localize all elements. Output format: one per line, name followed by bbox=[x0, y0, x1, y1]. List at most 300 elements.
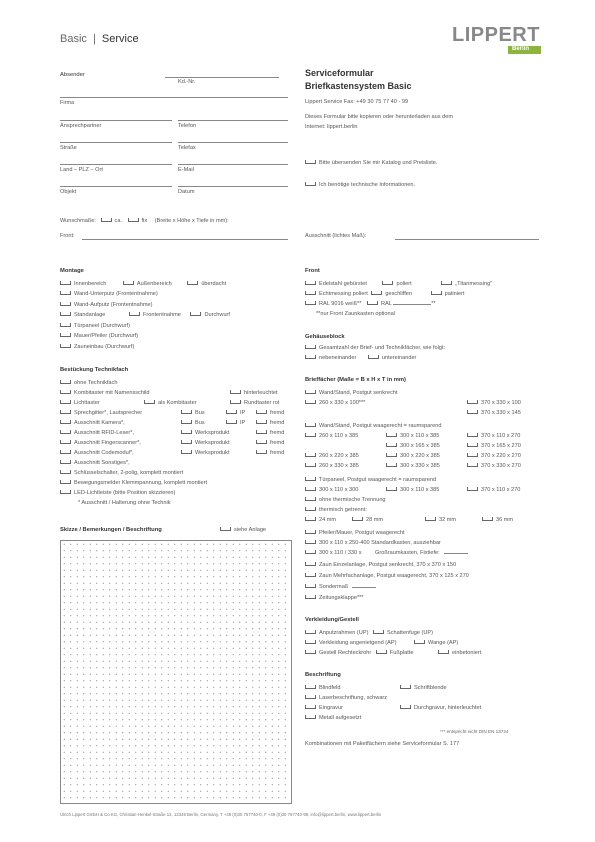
fix-checkbox[interactable] bbox=[128, 218, 139, 222]
label-wunschmasse: Wunschmaße: bbox=[60, 218, 96, 224]
front-item: Edelstahl gebürstet bbox=[319, 281, 367, 287]
kdnr-field[interactable] bbox=[165, 77, 279, 78]
tech-row bbox=[60, 460, 130, 466]
checkbox[interactable] bbox=[60, 430, 71, 434]
brieffach-item: 28 mm bbox=[366, 517, 384, 523]
checkbox[interactable] bbox=[305, 301, 316, 305]
tech-item: Rundtaster rot bbox=[244, 400, 280, 406]
ausschnitt-field[interactable] bbox=[395, 239, 539, 240]
checkbox[interactable] bbox=[60, 281, 71, 285]
checkbox[interactable] bbox=[60, 410, 71, 414]
front-row bbox=[305, 291, 465, 297]
checkbox[interactable] bbox=[305, 355, 316, 359]
gehaeuse-item: Gesamtzahl der Brief- und Technikfächer, wie folgt: bbox=[319, 345, 446, 351]
brieffach-item: 300 x 110 / 330 x bbox=[319, 550, 362, 556]
tech-row bbox=[230, 400, 279, 406]
info-line-1: Dieses Formular bitte kopieren oder herunterladen aus dem bbox=[305, 114, 454, 120]
verk-item: Gestell Rechteckrohr bbox=[319, 650, 372, 656]
checkbox[interactable] bbox=[305, 497, 316, 501]
montage-row bbox=[60, 344, 134, 350]
checkbox[interactable] bbox=[305, 291, 316, 295]
checkbox[interactable] bbox=[305, 477, 316, 481]
checkbox[interactable] bbox=[181, 450, 192, 454]
checkbox[interactable] bbox=[305, 453, 316, 457]
checkbox[interactable] bbox=[60, 490, 71, 494]
brieffach-item: 300 x 110 x 385 bbox=[400, 433, 440, 439]
checkbox[interactable] bbox=[60, 460, 71, 464]
form-title-1: Serviceformular bbox=[305, 68, 374, 78]
brieffach-item: 370 x 110 x 270 bbox=[481, 487, 521, 493]
label-kdnr: Kd.-Nr. bbox=[178, 79, 196, 85]
tech-item: Sprechgitter*, Lautsprecher bbox=[74, 410, 143, 416]
sketch-grid[interactable] bbox=[60, 540, 292, 804]
tech-row bbox=[181, 450, 229, 456]
header-service: Service bbox=[101, 33, 139, 45]
tech-row bbox=[230, 390, 278, 396]
brieffach-item: Wand/Stand, Postgut waagerecht = raumsparend bbox=[319, 423, 442, 429]
form-title-2: Briefkastensystem Basic bbox=[305, 81, 412, 91]
objekt-field[interactable] bbox=[60, 186, 172, 187]
tech-item: Werksprodukt bbox=[195, 430, 230, 436]
brieffach-row bbox=[305, 497, 386, 503]
checkbox[interactable] bbox=[226, 420, 237, 424]
checkbox[interactable] bbox=[181, 440, 192, 444]
montage-item: Zauneinbau (Durchwurf) bbox=[74, 344, 135, 350]
tech-item: Werksprodukt bbox=[195, 450, 230, 456]
verk-row bbox=[305, 640, 458, 646]
label-datum: Datum bbox=[178, 189, 195, 195]
checkbox[interactable] bbox=[60, 390, 71, 394]
besch-row bbox=[305, 695, 387, 701]
anlage-label: siehe Anlage bbox=[234, 527, 267, 533]
brieffach-row bbox=[305, 540, 441, 546]
label-ca: ca. bbox=[114, 218, 122, 224]
tech-item: fremd bbox=[270, 430, 285, 436]
brieffach-row bbox=[305, 463, 359, 469]
strasse-field[interactable] bbox=[60, 142, 172, 143]
label-ausschnitt: Ausschnitt (lichtes Maß): bbox=[305, 233, 367, 239]
tech-item: Ausschnitt Codemodul*, bbox=[74, 450, 134, 456]
brieffach-item: Wand/Stand, Postgut senkrecht bbox=[319, 390, 398, 396]
brieffach-row bbox=[305, 507, 367, 513]
besch-item: Eingravur bbox=[319, 705, 343, 711]
brieffach-item: 370 x 220 x 270 bbox=[481, 453, 521, 459]
verk-item: Fußplatte bbox=[389, 650, 414, 656]
input-line[interactable] bbox=[352, 587, 376, 588]
checkbox[interactable] bbox=[305, 640, 316, 644]
tech-row bbox=[60, 470, 183, 476]
input-line[interactable] bbox=[444, 553, 468, 554]
telefax-field[interactable] bbox=[178, 142, 288, 143]
checkbox[interactable] bbox=[386, 487, 397, 491]
checkbox[interactable] bbox=[305, 423, 316, 427]
ca-checkbox[interactable] bbox=[101, 218, 112, 222]
verk-item: Schattenfuge (UP) bbox=[387, 630, 434, 636]
checkbox[interactable] bbox=[305, 540, 316, 544]
ansprech-field[interactable] bbox=[60, 120, 172, 121]
footer: Ulrich Lippert GmbH & Co KG, Christian-Henkel-Straße 12, 12349 Berlin, Germany, T +49 (0)30 757740-0, F +49 (0)30 757740-99, info@lippert.berlin, www.lippert.berlin bbox=[60, 812, 382, 817]
tech-row bbox=[181, 420, 205, 426]
tech-item: als Kombitaster bbox=[158, 400, 197, 406]
besch-item: Schriftblende bbox=[414, 685, 447, 691]
brieffach-item: 260 x 330 x 100*** bbox=[319, 400, 366, 406]
checkbox[interactable] bbox=[305, 487, 316, 491]
tech-row bbox=[60, 380, 117, 386]
checkbox[interactable] bbox=[60, 291, 71, 295]
checkbox[interactable] bbox=[400, 685, 411, 689]
checkbox[interactable] bbox=[305, 400, 316, 404]
checkbox[interactable] bbox=[256, 440, 267, 444]
checkbox[interactable] bbox=[305, 160, 316, 164]
brieffach-row bbox=[305, 487, 358, 493]
brieffach-item: 32 mm bbox=[439, 517, 457, 523]
montage-item: überdacht bbox=[201, 281, 227, 287]
tech-row bbox=[256, 420, 284, 426]
brieffach-row bbox=[305, 433, 358, 439]
checkbox[interactable] bbox=[181, 410, 192, 414]
checkbox[interactable] bbox=[181, 430, 192, 434]
checkbox[interactable] bbox=[305, 182, 316, 186]
tech-row bbox=[256, 440, 284, 446]
tech-item: Bus bbox=[195, 420, 205, 426]
checkbox[interactable] bbox=[60, 302, 71, 306]
tech-row bbox=[60, 420, 125, 426]
brieffach-row bbox=[482, 517, 513, 523]
tech-item: hinterleuchtet bbox=[244, 390, 278, 396]
brieffach-row bbox=[425, 517, 456, 523]
checkbox[interactable] bbox=[305, 685, 316, 689]
tech-item: LED-Lichtleiste (bitte Position skizzieren) bbox=[74, 490, 176, 496]
besch-item: Durchgravur, hinterleuchtet bbox=[414, 705, 482, 711]
checkbox[interactable] bbox=[386, 433, 397, 437]
montage-item: Wand-Aufputz (Frontentnahme) bbox=[74, 302, 153, 308]
checkbox[interactable] bbox=[60, 420, 71, 424]
brieffach-item: 300 x 220 x 385 bbox=[400, 453, 440, 459]
brieffach-item: 370 x 165 x 270 bbox=[481, 443, 521, 449]
checkbox[interactable] bbox=[305, 584, 316, 588]
option-technik[interactable] bbox=[305, 182, 415, 188]
brieffach-row bbox=[305, 477, 436, 483]
header-title bbox=[60, 33, 139, 45]
montage-row bbox=[60, 302, 152, 308]
checkbox[interactable] bbox=[190, 312, 201, 316]
brieffach-item: 300 x 110 x 250-400 Standardkasten, ausziehbar bbox=[319, 540, 441, 546]
montage-item: Außenbereich bbox=[136, 281, 172, 287]
checkbox[interactable] bbox=[467, 443, 478, 447]
checkbox[interactable] bbox=[386, 453, 397, 457]
section-beschriftung: Beschriftung bbox=[305, 672, 341, 678]
checkbox[interactable] bbox=[305, 595, 316, 599]
brieffach-item: 260 x 110 x 385 bbox=[319, 433, 359, 439]
montage-row bbox=[60, 333, 138, 339]
checkbox[interactable] bbox=[305, 695, 316, 699]
tech-row bbox=[60, 410, 142, 416]
section-montage: Montage bbox=[60, 268, 84, 274]
brieffach-row bbox=[305, 530, 405, 536]
tech-row bbox=[256, 410, 284, 416]
logo-bar bbox=[508, 46, 541, 54]
besch-row bbox=[305, 705, 343, 711]
front-item: poliert bbox=[396, 281, 412, 287]
checkbox[interactable] bbox=[60, 480, 71, 484]
brieffach-item: Großraumkasten, Fixtiefe: bbox=[375, 550, 440, 556]
checkbox[interactable] bbox=[414, 640, 425, 644]
montage-row bbox=[60, 323, 130, 329]
section-front: Front bbox=[305, 268, 320, 274]
front-item: ** bbox=[431, 301, 436, 307]
tech-item: ohne Technikfach bbox=[74, 380, 118, 386]
brieffach-row bbox=[386, 433, 439, 439]
checkbox[interactable] bbox=[256, 430, 267, 434]
besch-row bbox=[305, 715, 361, 721]
lippert-logo bbox=[452, 24, 540, 52]
tech-row bbox=[181, 440, 229, 446]
tech-row bbox=[226, 420, 245, 426]
checkbox[interactable] bbox=[60, 380, 71, 384]
brieffach-item: 36 mm bbox=[496, 517, 514, 523]
montage-item: Wand-Unterputz (Frontentnahme) bbox=[74, 291, 158, 297]
montage-row bbox=[60, 291, 158, 297]
datum-field[interactable] bbox=[178, 186, 288, 187]
label-absender: Absender bbox=[60, 72, 85, 78]
checkbox[interactable] bbox=[129, 312, 140, 316]
checkbox[interactable] bbox=[60, 470, 71, 474]
checkbox[interactable] bbox=[425, 517, 436, 521]
anlage-option[interactable] bbox=[220, 527, 266, 533]
checkbox[interactable] bbox=[467, 453, 478, 457]
checkbox[interactable] bbox=[386, 443, 397, 447]
brieffach-row bbox=[467, 487, 520, 493]
label-strasse: Straße bbox=[60, 145, 77, 151]
info-line-2: Internet: lippert.berlin bbox=[305, 124, 358, 130]
brieffach-row bbox=[467, 433, 520, 439]
brieffach-item: 370 x 110 x 270 bbox=[481, 433, 521, 439]
tech-row bbox=[226, 410, 245, 416]
option-technik-label: Ich benötige technische Informationen. bbox=[319, 182, 416, 188]
tech-row bbox=[60, 480, 207, 486]
brieffach-row bbox=[386, 487, 439, 493]
montage-item: Mauer/Pfeiler (Durchwurf) bbox=[74, 333, 139, 339]
section-bestueckung: Bestückung Technikfach bbox=[60, 367, 129, 373]
kombinationen-note: Kombinationen mit Paketfächern siehe Serviceformular S. 177 bbox=[305, 741, 460, 747]
checkbox[interactable] bbox=[467, 400, 478, 404]
brieffach-row bbox=[467, 443, 521, 449]
brieffach-row bbox=[305, 453, 359, 459]
checkbox[interactable] bbox=[226, 410, 237, 414]
tech-row bbox=[256, 430, 284, 436]
brieffach-row bbox=[467, 453, 521, 459]
tech-item: Ausschnitt Sonstiges*, bbox=[74, 460, 130, 466]
front-item: geschliffen bbox=[385, 291, 413, 297]
brieffach-row bbox=[352, 517, 383, 523]
tech-note: * Ausschnitt / Halterung ohne Technik bbox=[78, 500, 171, 506]
tech-item: Kombitaster mit Namensschild bbox=[74, 390, 150, 396]
besch-item: Blindfeld bbox=[319, 685, 341, 691]
checkbox[interactable] bbox=[386, 463, 397, 467]
checkbox[interactable] bbox=[305, 281, 316, 285]
checkbox[interactable] bbox=[60, 440, 71, 444]
brieffach-item: Zeitungsklappe*** bbox=[319, 595, 364, 601]
checkbox[interactable] bbox=[368, 355, 379, 359]
tech-item: Ausschnitt Kamera*, bbox=[74, 420, 125, 426]
checkbox[interactable] bbox=[367, 301, 378, 305]
telefon-field[interactable] bbox=[178, 120, 288, 121]
verk-item: einbetoniert bbox=[452, 650, 482, 656]
checkbox[interactable] bbox=[482, 517, 493, 521]
brieffach-item: 370 x 330 x 270 bbox=[481, 463, 521, 469]
service-fax: Lippert Service Fax: +49 30 75 77 40 - 99 bbox=[305, 99, 409, 105]
header-separator: | bbox=[92, 33, 96, 45]
besch-row bbox=[400, 685, 447, 691]
checkbox[interactable] bbox=[376, 650, 387, 654]
front-item: patiniert bbox=[444, 291, 465, 297]
front-note: **nur Front Zaunkasten optional bbox=[316, 311, 395, 317]
label-telefon: Telefon bbox=[178, 123, 197, 129]
brieffach-row bbox=[305, 517, 336, 523]
checkbox[interactable] bbox=[305, 630, 316, 634]
checkbox[interactable] bbox=[230, 400, 241, 404]
checkbox[interactable] bbox=[144, 400, 155, 404]
brieffach-row bbox=[386, 463, 440, 469]
checkbox[interactable] bbox=[60, 400, 71, 404]
brieffach-item: 24 mm bbox=[319, 517, 337, 523]
ral-field[interactable] bbox=[393, 304, 431, 305]
checkbox[interactable] bbox=[305, 715, 316, 719]
checkbox[interactable] bbox=[60, 312, 71, 316]
tech-row bbox=[60, 390, 150, 396]
checkbox[interactable] bbox=[256, 420, 267, 424]
brieffach-item: 260 x 330 x 385 bbox=[319, 463, 359, 469]
checkbox[interactable] bbox=[305, 562, 316, 566]
besch-item: Laserbeschriftung, schwarz bbox=[319, 695, 388, 701]
checkbox[interactable] bbox=[305, 433, 316, 437]
checkbox[interactable] bbox=[305, 463, 316, 467]
brieffach-row bbox=[375, 550, 468, 556]
checkbox[interactable] bbox=[467, 463, 478, 467]
checkbox[interactable] bbox=[305, 530, 316, 534]
montage-item: Frontentnahme bbox=[142, 312, 181, 318]
checkbox[interactable] bbox=[181, 420, 192, 424]
checkbox[interactable] bbox=[305, 345, 316, 349]
brieffach-row bbox=[467, 410, 521, 416]
brieffach-item: Türpaneel, Postgut waagerecht = raumsparend bbox=[319, 477, 437, 483]
tech-row bbox=[144, 400, 197, 406]
checkbox[interactable] bbox=[187, 281, 198, 285]
tech-item: Bewegungsmelder Klemmpannung, komplett montiert bbox=[74, 480, 208, 486]
checkbox[interactable] bbox=[373, 630, 384, 634]
checkbox[interactable] bbox=[352, 517, 363, 521]
front-field[interactable] bbox=[82, 239, 288, 240]
tech-item: IP bbox=[240, 420, 246, 426]
brieffach-item: 300 x 110 x 300 bbox=[319, 487, 359, 493]
brieffach-item: ohne thermische Trennung bbox=[319, 497, 386, 503]
tech-row bbox=[60, 430, 134, 436]
option-katalog-label: Bitte übersenden Sie mir Katalog und Preisliste. bbox=[319, 160, 438, 166]
checkbox[interactable] bbox=[230, 390, 241, 394]
label-objekt: Objekt bbox=[60, 189, 77, 195]
gehaeuse-item: nebeneinander bbox=[319, 355, 357, 361]
brieffach-item: 300 x 165 x 385 bbox=[400, 443, 440, 449]
option-katalog[interactable] bbox=[305, 160, 437, 166]
checkbox[interactable] bbox=[441, 281, 452, 285]
checkbox[interactable] bbox=[305, 650, 316, 654]
brieffach-row bbox=[305, 562, 456, 568]
checkbox[interactable] bbox=[467, 410, 478, 414]
checkbox[interactable] bbox=[123, 281, 134, 285]
email-field[interactable] bbox=[178, 164, 288, 165]
checkbox[interactable] bbox=[467, 433, 478, 437]
checkbox[interactable] bbox=[305, 517, 316, 521]
firma-field[interactable] bbox=[60, 97, 288, 98]
land-field[interactable] bbox=[60, 164, 172, 165]
label-ansprech: Ansprechpartner bbox=[60, 123, 102, 129]
checkbox[interactable] bbox=[400, 705, 411, 709]
tech-row bbox=[181, 430, 229, 436]
montage-item: Standanlage bbox=[74, 312, 106, 318]
label-land: Land – PLZ – Ort bbox=[60, 167, 103, 173]
checkbox[interactable] bbox=[256, 450, 267, 454]
brieffach-row bbox=[386, 443, 440, 449]
brieffach-item: 370 x 330 x 100 bbox=[481, 400, 521, 406]
brieffach-row bbox=[467, 400, 521, 406]
brieffach-item: Pfeiler/Mauer, Postgut waagerecht bbox=[319, 530, 405, 536]
brieffach-row bbox=[305, 584, 376, 590]
checkbox[interactable] bbox=[60, 344, 71, 348]
brieffach-row bbox=[305, 400, 365, 406]
checkbox[interactable] bbox=[60, 450, 71, 454]
front-item: Echtmessing poliert bbox=[319, 291, 368, 297]
section-verkleidung: Verkleidung/Gestell bbox=[305, 617, 359, 623]
brieffach-item: 370 x 330 x 145 bbox=[481, 410, 521, 416]
brieffach-row bbox=[305, 390, 397, 396]
front-row bbox=[305, 301, 436, 307]
checkbox[interactable] bbox=[60, 333, 71, 337]
checkbox[interactable] bbox=[60, 323, 71, 327]
brieffach-item: Zaun Mehrfachanlage, Postgut waagerecht, 370 x 125 x 270 bbox=[319, 573, 469, 579]
tech-item: Ausschnitt RFID-Leser*, bbox=[74, 430, 134, 436]
verk-row bbox=[305, 650, 481, 656]
gehaeuse-row bbox=[305, 345, 445, 351]
checkbox[interactable] bbox=[467, 487, 478, 491]
tech-item: fremd bbox=[270, 420, 285, 426]
brieffach-item: 260 x 220 x 385 bbox=[319, 453, 359, 459]
front-item: RAL 9016 weiß** bbox=[319, 301, 362, 307]
logo-sub: Berlin bbox=[512, 46, 530, 52]
tech-item: fremd bbox=[270, 450, 285, 456]
brieffach-row bbox=[305, 595, 363, 601]
checkbox[interactable] bbox=[431, 291, 442, 295]
checkbox[interactable] bbox=[305, 550, 316, 554]
checkbox[interactable] bbox=[305, 390, 316, 394]
label-firma: Firma bbox=[60, 100, 75, 106]
label-fix: fix bbox=[141, 218, 148, 224]
brieffach-item: Zaun Einzelanlage, Postgut senkrecht, 370 x 370 x 150 bbox=[319, 562, 457, 568]
checkbox[interactable] bbox=[371, 291, 382, 295]
checkbox[interactable] bbox=[305, 573, 316, 577]
tech-row bbox=[60, 450, 134, 456]
label-email: E-Mail bbox=[178, 167, 194, 173]
checkbox[interactable] bbox=[256, 410, 267, 414]
checkbox[interactable] bbox=[305, 507, 316, 511]
checkbox[interactable] bbox=[220, 527, 231, 531]
checkbox[interactable] bbox=[382, 281, 393, 285]
verk-item: Wange (AP) bbox=[428, 640, 459, 646]
checkbox[interactable] bbox=[438, 650, 449, 654]
tech-row bbox=[60, 490, 175, 496]
checkbox[interactable] bbox=[305, 705, 316, 709]
besch-item: Metall aufgesetzt bbox=[319, 715, 362, 721]
montage-item: Türpaneel (Durchwurf) bbox=[74, 323, 130, 329]
